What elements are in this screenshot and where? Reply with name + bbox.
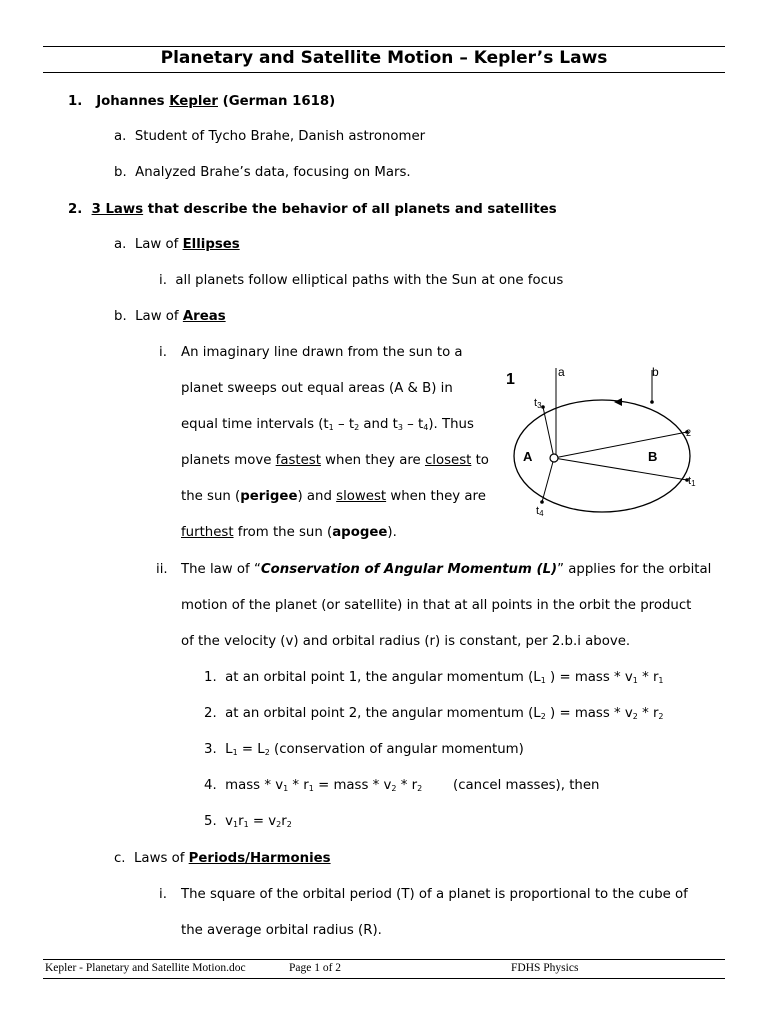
line-t2 <box>554 432 687 458</box>
line-t4 <box>542 458 554 502</box>
svg-text:2: 2 <box>686 428 692 438</box>
item-2b-ii-line1: The law of “Conservation of Angular Momentum (L)” applies for the orbital <box>181 562 712 577</box>
svg-text:B: B <box>648 449 658 464</box>
item-2c: c. Laws of Periods/Harmonies <box>114 851 331 866</box>
step-2: 2. at an orbital point 2, the angular momentum ($L_2$ ) = mass * $v_2 * r_2$ <box>204 706 664 721</box>
orbit-diagram <box>496 362 726 522</box>
line-t1 <box>554 458 687 480</box>
footer-page: Page 1 of 2 <box>289 962 342 974</box>
step-4: 4. mass * $v_1 * r_1$ = mass * $v_2 * r_2$ (cancel masses), then <box>204 778 600 793</box>
kepler-link: Kepler <box>169 94 218 109</box>
item-2c-i-marker: i. <box>159 887 167 902</box>
item-2b-i-line6: furthest from the sun (apogee). <box>181 525 397 540</box>
step-1: 1. at an orbital point 1, the angular momentum ($L_1$ ) = mass * $v_1 * r_1$ <box>204 670 664 685</box>
svg-text:b: b <box>652 365 659 379</box>
item-2b-i-line5: the sun (perigee) and slowest when they are <box>181 489 486 504</box>
item-2b-i-line3: equal time intervals ($t_1 - t_2$ and $t_3 - t_4$). Thus <box>181 417 474 432</box>
item-2b-ii-line2: motion of the planet (or satellite) in that at all points in the orbit the product <box>181 598 692 613</box>
footer-bottom-rule <box>43 978 725 979</box>
item-2b-i-line4: planets move fastest when they are closest to <box>181 453 489 468</box>
item-2b-i-marker: i. <box>159 345 167 360</box>
item-1b: b. Analyzed Brahe’s data, focusing on Mars. <box>114 165 411 180</box>
step-3: 3. $L_1 = L_2$ (conservation of angular momentum) <box>204 742 524 757</box>
svg-text:t3: t3 <box>534 397 542 410</box>
footer-org: FDHS Physics <box>511 962 579 974</box>
svg-text:A: A <box>523 449 533 464</box>
page-title: Planetary and Satellite Motion – Kepler’s Laws <box>160 48 608 68</box>
section-2: 2. 3 Laws that describe the behavior of all planets and satellites <box>68 202 557 217</box>
svg-text:a: a <box>558 365 565 379</box>
top-rule <box>43 46 725 47</box>
item-2c-i-line2: the average orbital radius (R). <box>181 923 382 938</box>
item-2b-i-line1: An imaginary line drawn from the sun to a <box>181 345 463 360</box>
diagram-number: 1 <box>506 371 515 388</box>
item-2b: b. Law of Areas <box>114 309 226 324</box>
item-2c-i-line1: The square of the orbital period (T) of a planet is proportional to the cube of <box>181 887 688 902</box>
item-2b-i-line2: planet sweeps out equal areas (A & B) in <box>181 381 453 396</box>
item-2b-ii-marker: ii. <box>156 562 168 577</box>
svg-text:t4: t4 <box>536 505 544 518</box>
item-2b-ii-line3: of the velocity (v) and orbital radius (r) is constant, per 2.b.i above. <box>181 634 631 649</box>
line-t3 <box>543 407 554 458</box>
title-underline <box>43 72 725 73</box>
svg-text:t1: t1 <box>688 475 696 488</box>
item-2a-i: i. all planets follow elliptical paths with the Sun at one focus <box>159 273 564 288</box>
orbit-ellipse <box>514 400 690 512</box>
item-1a: a. Student of Tycho Brahe, Danish astronomer <box>114 129 426 144</box>
section-1: 1. Johannes Kepler (German 1618) <box>68 94 336 109</box>
sun-focus <box>550 454 558 462</box>
direction-arrow <box>614 398 622 406</box>
footer-rule <box>43 959 725 960</box>
item-2a: a. Law of Ellipses <box>114 237 240 252</box>
step-5: 5. $v_1r_1 = v_2r_2$ <box>204 814 292 829</box>
footer-file: Kepler - Planetary and Satellite Motion.doc <box>45 962 246 974</box>
